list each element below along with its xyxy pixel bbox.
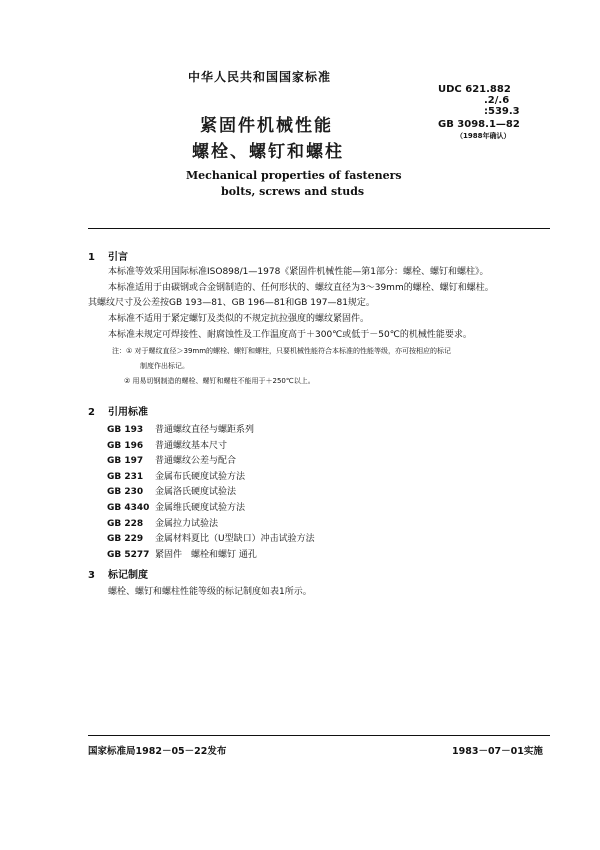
header-divider [88, 228, 550, 229]
ref-title: 金属拉力试验法 [155, 518, 219, 529]
list-item [107, 454, 315, 470]
list-item [107, 501, 315, 517]
note-text: ① 对于螺纹直径＞39mm的螺栓、螺钉和螺柱，只要机械性能符合本标准的性能等级，亦可按相应的标记 [126, 347, 452, 355]
ref-title: 金属维氏硬度试验方法 [155, 502, 246, 513]
note-2: ② 用易切钢制造的螺栓、螺钉和螺柱不能用于＋250℃以上。 [124, 377, 315, 385]
section-title: 引用标准 [108, 407, 148, 418]
ref-title: 金属布氏硬度试验方法 [155, 471, 246, 482]
ref-title: 普通螺纹公差与配合 [155, 456, 237, 467]
paragraph: 本标准等效采用国际标准ISO898/1—1978《紧固件机械性能—第1部分：螺栓、螺钉和螺柱》。 [108, 267, 489, 277]
ref-code: GB 230 [107, 487, 144, 498]
ref-code: GB 197 [107, 456, 144, 467]
udc-line: :539.3 [484, 106, 520, 117]
note-1-continued: 制度作出标记。 [140, 362, 189, 370]
section-number: 3 [88, 570, 95, 581]
list-item [107, 485, 315, 501]
udc-code [438, 84, 520, 117]
title-en-line2: bolts, screws and studs [221, 185, 365, 198]
paragraph: 其螺纹尺寸及公差按GB 193—81、GB 196—81和GB 197—81规定。 [88, 298, 375, 308]
list-item [107, 517, 315, 533]
ref-title: 金属材料夏比（U型缺口）冲击试验方法 [155, 534, 315, 545]
list-item [107, 470, 315, 486]
note-prefix: 注： [112, 347, 126, 355]
title-en-line1: Mechanical properties of fasteners [186, 169, 402, 182]
udc-line: UDC 621.882 [438, 84, 511, 95]
ref-code: GB 196 [107, 440, 144, 451]
title-cn-line1: 紧固件机械性能 [200, 116, 333, 136]
list-item [107, 439, 315, 455]
ref-code: GB 5277 [107, 549, 150, 560]
ref-code: GB 193 [107, 425, 144, 435]
standard-label: 中华人民共和国国家标准 [188, 70, 332, 84]
ref-title: 普通螺纹基本尺寸 [155, 440, 228, 451]
section-number: 2 [88, 407, 95, 418]
note-1 [112, 346, 451, 357]
paragraph: 本标准未规定可焊接性、耐腐蚀性及工作温度高于＋300℃或低于－50℃的机械性能要求。 [108, 330, 472, 340]
paragraph: 本标准不适用于紧定螺钉及类似的不规定抗拉强度的螺纹紧固件。 [108, 314, 370, 324]
title-cn-line2: 螺栓、螺钉和螺柱 [192, 142, 344, 162]
paragraph: 本标准适用于由碳钢或合金钢制造的、任何形状的、螺纹直径为3～39mm的螺栓、螺钉和螺柱。 [108, 283, 494, 293]
ref-title: 紧固件 螺栓和螺钉 通孔 [155, 549, 257, 560]
section-title: 引言 [108, 252, 128, 263]
ref-code: GB 229 [107, 534, 144, 545]
title-chinese [192, 113, 344, 165]
list-item [107, 423, 315, 439]
title-english [186, 168, 402, 200]
list-item [107, 548, 315, 564]
ref-title: 金属洛氏硬度试验法 [155, 487, 237, 498]
ref-code: GB 4340 [107, 502, 150, 513]
ref-code: GB 231 [107, 471, 144, 482]
ref-code: GB 228 [107, 518, 144, 529]
section-1-heading [88, 248, 128, 263]
section-2-heading [88, 403, 148, 418]
ref-title: 普通螺纹直径与螺距系列 [155, 425, 255, 435]
reference-list [107, 423, 315, 563]
udc-line: .2/.6 [484, 95, 510, 106]
section-number: 1 [88, 252, 95, 263]
gb-code: GB 3098.1—82 [438, 119, 520, 130]
section-3-heading [88, 566, 148, 581]
footer-divider [88, 735, 550, 736]
effective-date: 1983－07－01实施 [452, 746, 543, 757]
issued-date: 国家标准局1982－05－22发布 [88, 746, 227, 757]
list-item [107, 532, 315, 548]
paragraph: 螺栓、螺钉和螺柱性能等级的标记制度如表1所示。 [108, 587, 312, 597]
section-title: 标记制度 [108, 570, 148, 581]
confirmed-year: （1988年确认） [456, 132, 511, 140]
